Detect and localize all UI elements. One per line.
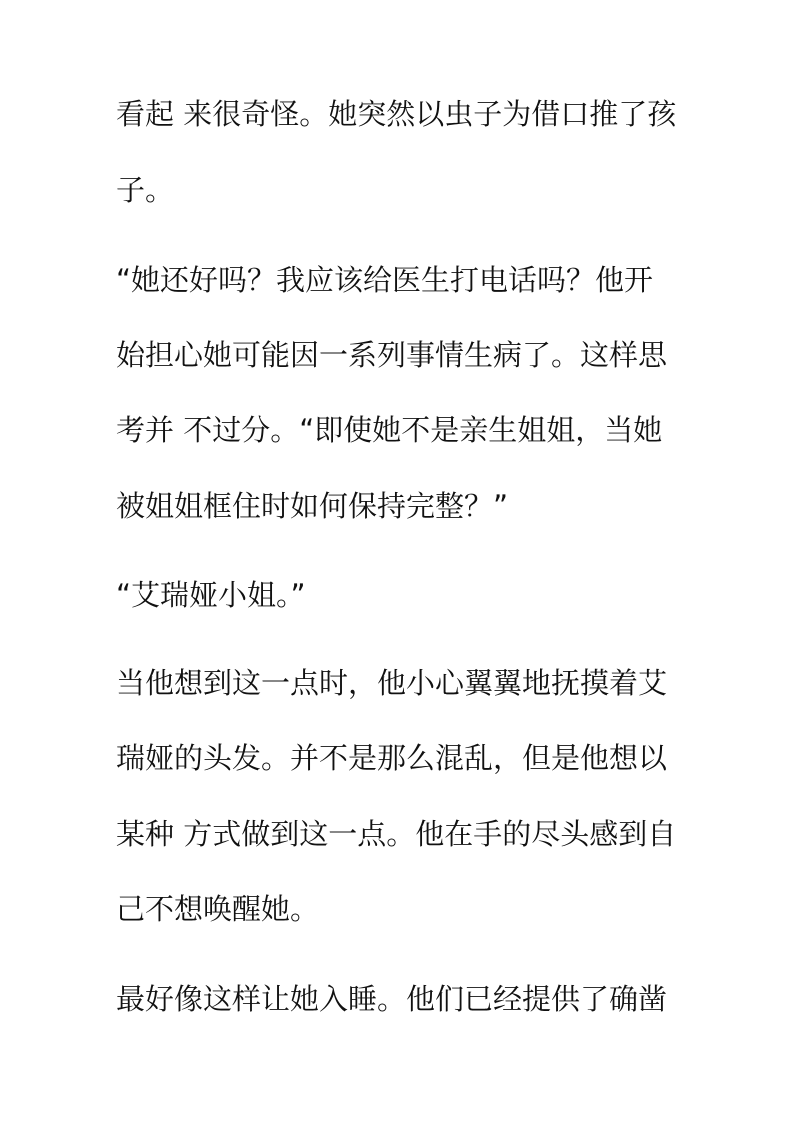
text-line-1: 看起 来很奇怪。她突然以虫子为借口推了孩 <box>116 97 677 131</box>
text-line-4: 始担心她可能因一系列事情生病了。这样思 <box>116 338 668 372</box>
text-line-3: “她还好吗？我应该给医生打电话吗？他开 <box>116 263 654 297</box>
text-line-11: 己不想唤醒她。 <box>116 892 320 926</box>
text-line-9: 瑞娅的头发。并不是那么混乱，但是他想以 <box>116 741 668 775</box>
text-line-8: 当他想到这一点时，他小心翼翼地抚摸着艾 <box>116 666 668 700</box>
text-line-5: 考并 不过分。“即使她不是亲生姐姐，当她 <box>116 413 663 447</box>
text-line-2: 子。 <box>116 173 175 207</box>
text-line-10: 某种 方式做到这一点。他在手的尽头感到自 <box>116 817 677 851</box>
text-line-12: 最好像这样让她入睡。他们已经提供了确凿 <box>116 982 668 1016</box>
text-line-6: 被姐姐框住时如何保持完整？” <box>116 489 509 523</box>
text-line-7: “艾瑞娅小姐。” <box>116 578 306 612</box>
